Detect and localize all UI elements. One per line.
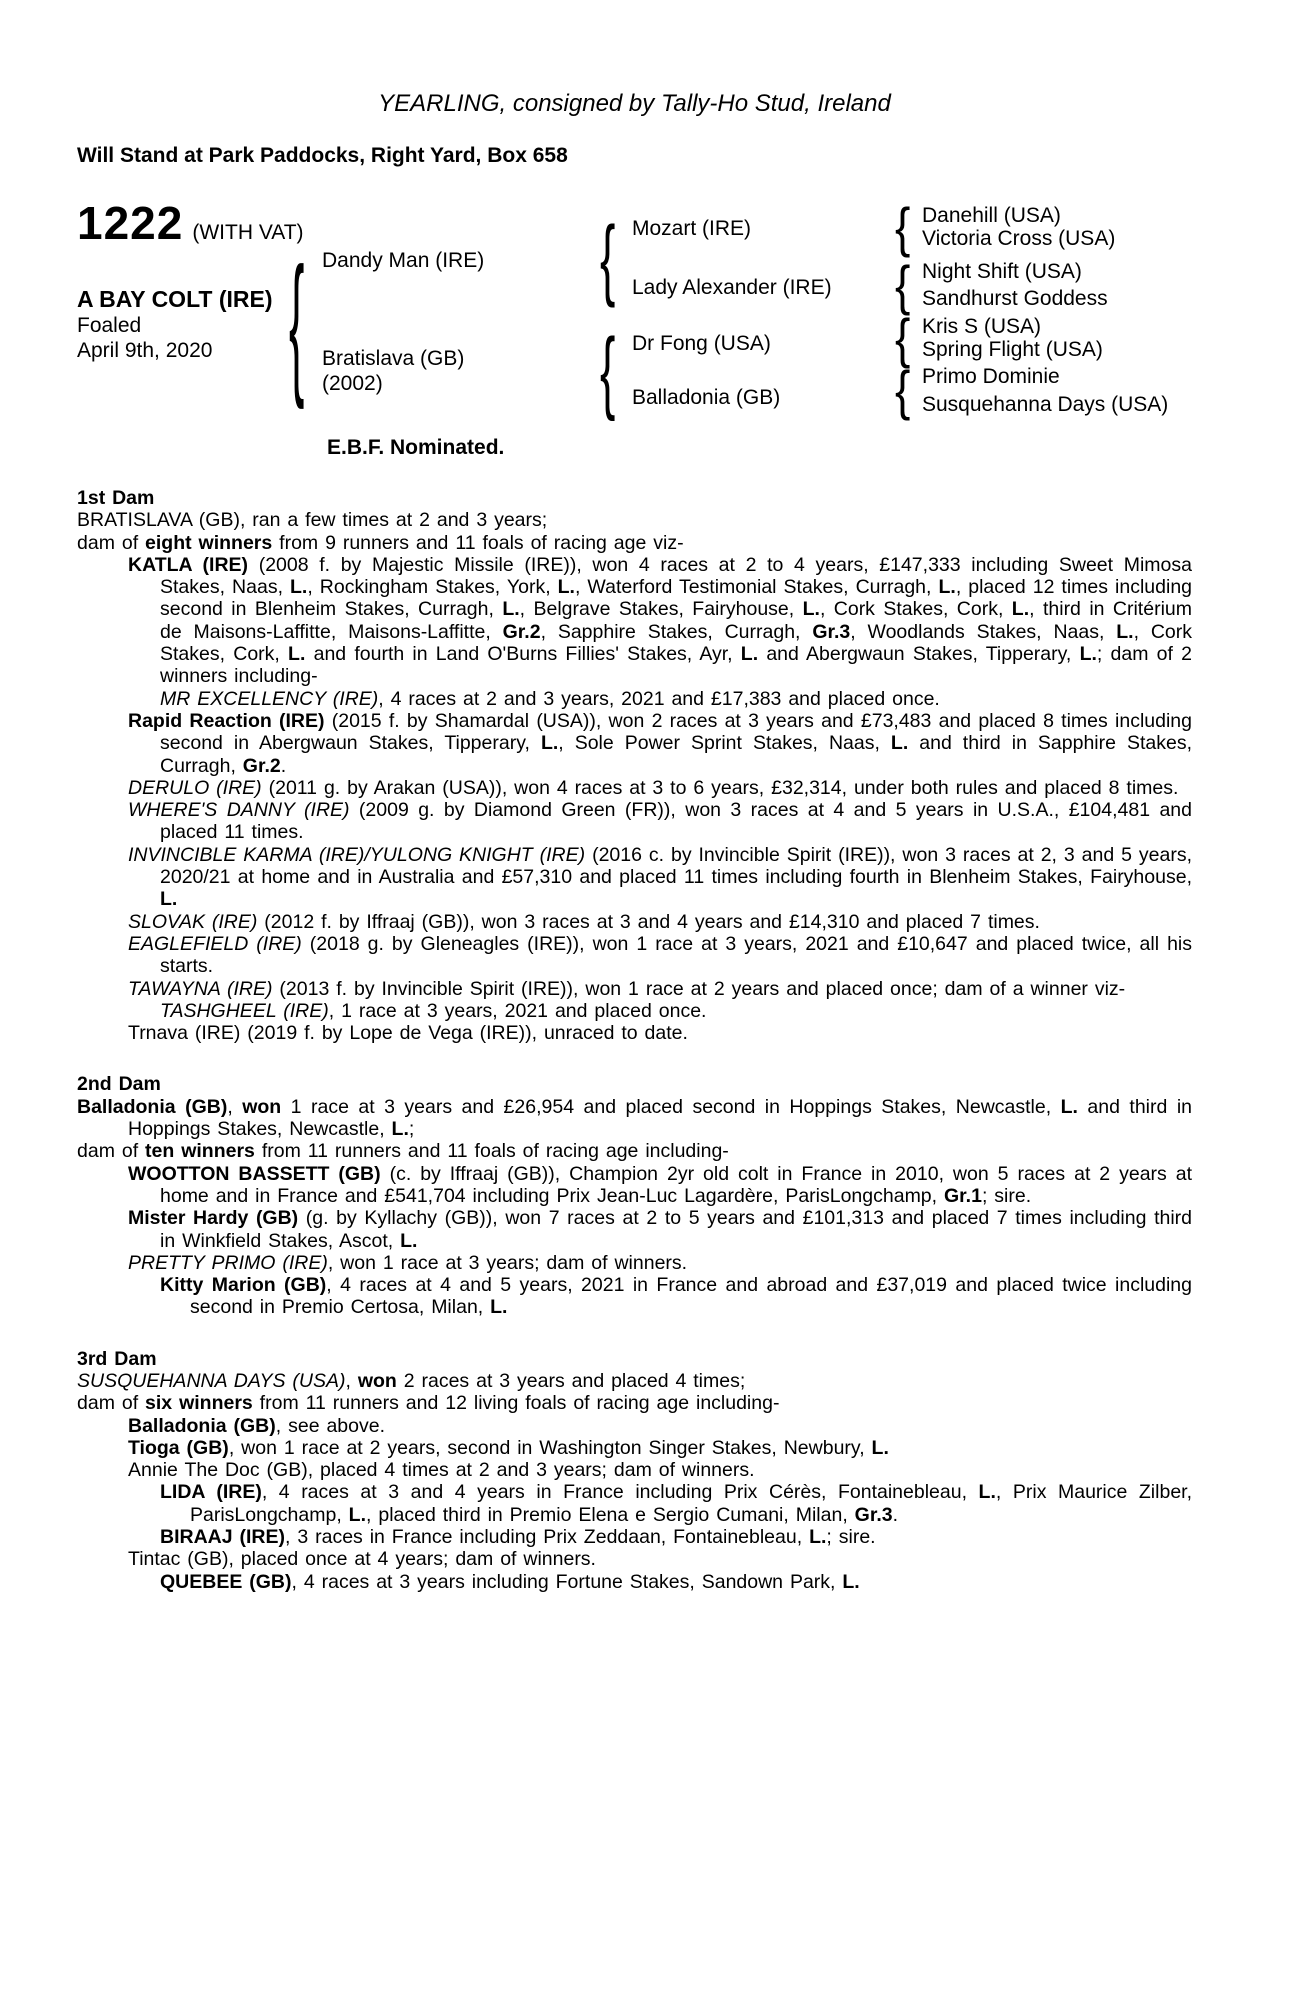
lot-number-row — [77, 197, 304, 249]
pedigree-paragraph: SLOVAK (IRE) (2012 f. by Iffraaj (GB)), won 3 races at 3 and 4 years and £14,310 and placed 7 times. — [128, 910, 1040, 933]
pedigree-paragraph: dam of eight winners from 9 runners and 11 foals of racing age viz- — [77, 531, 684, 554]
brace-icon — [289, 299, 304, 345]
lot-number: 1222 — [77, 197, 184, 249]
pedigree-paragraph: BIRAAJ (IRE), 3 races in France including Prix Zeddaan, Fontainebleau, L.; sire. — [160, 1526, 876, 1549]
pedigree-paragraph: INVINCIBLE KARMA (IRE)/YULONG KNIGHT (IRE) (2016 c. by Invincible Spirit (IRE)), won 3 races at 2, 3 and 5 years, 2020/21 at home and in Australia and £57,310 and placed 11 times including fourth in Blenheim Stakes, Fairyhouse, L. — [128, 843, 1192, 911]
pedigree-dam-dam-dam: Susquehanna Days (USA) — [922, 393, 1169, 416]
dam-heading: 1st Dam — [77, 487, 155, 509]
pedigree-paragraph: TASHGHEEL (IRE), 1 race at 3 years, 2021 and placed once. — [160, 999, 707, 1022]
pedigree-sire-dam-sire: Night Shift (USA) — [922, 260, 1082, 283]
pedigree-paragraph: Rapid Reaction (IRE) (2015 f. by Shamardal (USA)), won 2 races at 3 years and £73,483 and placed 8 times including second in Abergwaun Stakes, Tipperary, L., Sole Power Sprint Stakes, Naas, L. and third in Sapphire Stakes, Curragh, Gr.2. — [128, 709, 1193, 777]
stand-location-line: Will Stand at Park Paddocks, Right Yard, Box 658 — [77, 144, 568, 167]
pedigree-dam-dam: Balladonia (GB) — [632, 386, 781, 409]
pedigree-sire-dam: Lady Alexander (IRE) — [632, 276, 832, 299]
consignor-title: YEARLING, consigned by Tally-Ho Stud, Ireland — [378, 90, 891, 117]
pedigree-sire-sire-sire: Danehill (USA) — [922, 204, 1061, 227]
ebf-nominated-line: E.B.F. Nominated. — [327, 436, 505, 459]
pedigree-paragraph: DERULO (IRE) (2011 g. by Arakan (USA)), won 4 races at 3 to 6 years, £32,314, under both rules and placed 8 times. — [128, 776, 1179, 799]
pedigree-paragraph: MR EXCELLENCY (IRE), 4 races at 2 and 3 years, 2021 and £17,383 and placed once. — [160, 687, 940, 710]
pedigree-dam-sire-sire: Kris S (USA) — [922, 315, 1042, 338]
brace-icon — [895, 262, 910, 308]
brace-icon — [600, 235, 615, 281]
pedigree-paragraph: Kitty Marion (GB), 4 races at 4 and 5 years, 2021 in France and abroad and £37,019 and placed twice including second in Premio Certosa, Milan, L. — [160, 1274, 1192, 1319]
pedigree-paragraph: dam of six winners from 11 runners and 12 living foals of racing age including- — [77, 1392, 780, 1415]
pedigree-paragraph: Balladonia (GB), see above. — [128, 1414, 386, 1437]
pedigree-dam: Bratislava (GB) — [322, 347, 465, 370]
pedigree-paragraph: SUSQUEHANNA DAYS (USA), won 2 races at 3 years and placed 4 times; — [77, 1369, 746, 1392]
pedigree-sire: Dandy Man (IRE) — [322, 249, 485, 272]
pedigree-paragraph: Tintac (GB), placed once at 4 years; dam of winners. — [128, 1548, 596, 1571]
lot-pedigree-block — [77, 197, 1192, 418]
pedigree-dam-sire: Dr Fong (USA) — [632, 332, 771, 355]
pedigree-paragraph: KATLA (IRE) (2008 f. by Majestic Missile (IRE)), won 4 races at 2 to 4 years, £147,333 including Sweet Mimosa Stakes, Naas, L., Rockingham Stakes, York, L., Waterford Testimonial Stakes, Curragh, L., placed 12 times including second in Blenheim Stakes, Curragh, L., Belgrave Stakes, Fairyhouse, L., Cork Stakes, Cork, L., third in Critérium de Maisons-Laffitte, Maisons-Laffitte, Gr.2, Sapphire Stakes, Curragh, Gr.3, Woodlands Stakes, Naas, L., Cork Stakes, Cork, L. and fourth in Land O'Burns Fillies' Stakes, Ayr, L. and Abergwaun Stakes, Tipperary, L.; dam of 2 winners including- — [128, 553, 1193, 688]
catalogue-sections — [77, 487, 1192, 1593]
pedigree-sire-dam-dam: Sandhurst Goddess — [922, 287, 1108, 310]
pedigree-paragraph: Mister Hardy (GB) (g. by Kyllachy (GB)), won 7 races at 2 to 5 years and £101,313 and placed 7 times including third in Winkfield Stakes, Ascot, L. — [128, 1207, 1192, 1252]
brace-icon — [895, 367, 910, 413]
pedigree-paragraph: Balladonia (GB), won 1 race at 3 years and £26,954 and placed second in Hoppings Stakes, Newcastle, L. and third in Hoppings Stakes, Newcastle, L.; — [77, 1095, 1192, 1141]
pedigree-paragraph: WHERE'S DANNY (IRE) (2009 g. by Diamond Green (FR)), won 3 races at 4 and 5 years in U.S.A., £104,481 and placed 11 times. — [128, 799, 1192, 844]
pedigree-paragraph: Trnava (IRE) (2019 f. by Lope de Vega (IRE)), unraced to date. — [128, 1022, 688, 1045]
pedigree-paragraph: PRETTY PRIMO (IRE), won 1 race at 3 years; dam of winners. — [128, 1251, 688, 1274]
pedigree-paragraph: Annie The Doc (GB), placed 4 times at 2 and 3 years; dam of winners. — [128, 1459, 755, 1482]
pedigree-paragraph: TAWAYNA (IRE) (2013 f. by Invincible Spirit (IRE)), won 1 race at 2 years and placed once; dam of a winner viz- — [128, 977, 1126, 1000]
pedigree-paragraph: LIDA (IRE), 4 races at 3 and 4 years in France including Prix Cérès, Fontainebleau, L., Prix Maurice Zilber, ParisLongchamp, L., placed third in Premio Elena e Sergio Cumani, Milan, Gr.3. — [160, 1481, 1193, 1526]
pedigree-paragraph: dam of ten winners from 11 runners and 11 foals of racing age including- — [77, 1140, 729, 1163]
pedigree-dam-sire-dam: Spring Flight (USA) — [922, 338, 1103, 361]
pedigree-paragraph: Tioga (GB), won 1 race at 2 years, second in Washington Singer Stakes, Newbury, L. — [128, 1436, 889, 1459]
vat-label: (WITH VAT) — [192, 221, 304, 244]
foaled-label: Foaled — [77, 314, 142, 337]
pedigree-dam-year: (2002) — [322, 372, 383, 395]
brace-icon — [895, 315, 910, 361]
pedigree-dam-dam-sire: Primo Dominie — [922, 365, 1060, 388]
pedigree-paragraph: EAGLEFIELD (IRE) (2018 g. by Gleneagles (IRE)), won 1 race at 3 years, 2021 and £10,647 and placed twice, all his starts. — [128, 932, 1192, 978]
brace-icon — [895, 204, 910, 250]
foaled-date: April 9th, 2020 — [77, 339, 213, 362]
pedigree-paragraph: BRATISLAVA (GB), ran a few times at 2 and 3 years; — [77, 509, 548, 532]
pedigree-paragraph: WOOTTON BASSETT (GB) (c. by Iffraaj (GB)), Champion 2yr old colt in France in 2010, won 5 races at 2 years at home and in France and £541,704 including Prix Jean-Luc Lagardère, ParisLongchamp, Gr.1; sire. — [128, 1162, 1193, 1207]
pedigree-sire-sire-dam: Victoria Cross (USA) — [922, 227, 1116, 250]
lot-description: A BAY COLT (IRE) — [77, 286, 273, 312]
pedigree-sire-sire: Mozart (IRE) — [632, 217, 752, 240]
brace-icon — [600, 347, 615, 393]
dam-heading: 2nd Dam — [77, 1073, 161, 1096]
dam-heading: 3rd Dam — [77, 1347, 157, 1370]
pedigree-paragraph: QUEBEE (GB), 4 races at 3 years including Fortune Stakes, Sandown Park, L. — [160, 1570, 860, 1593]
